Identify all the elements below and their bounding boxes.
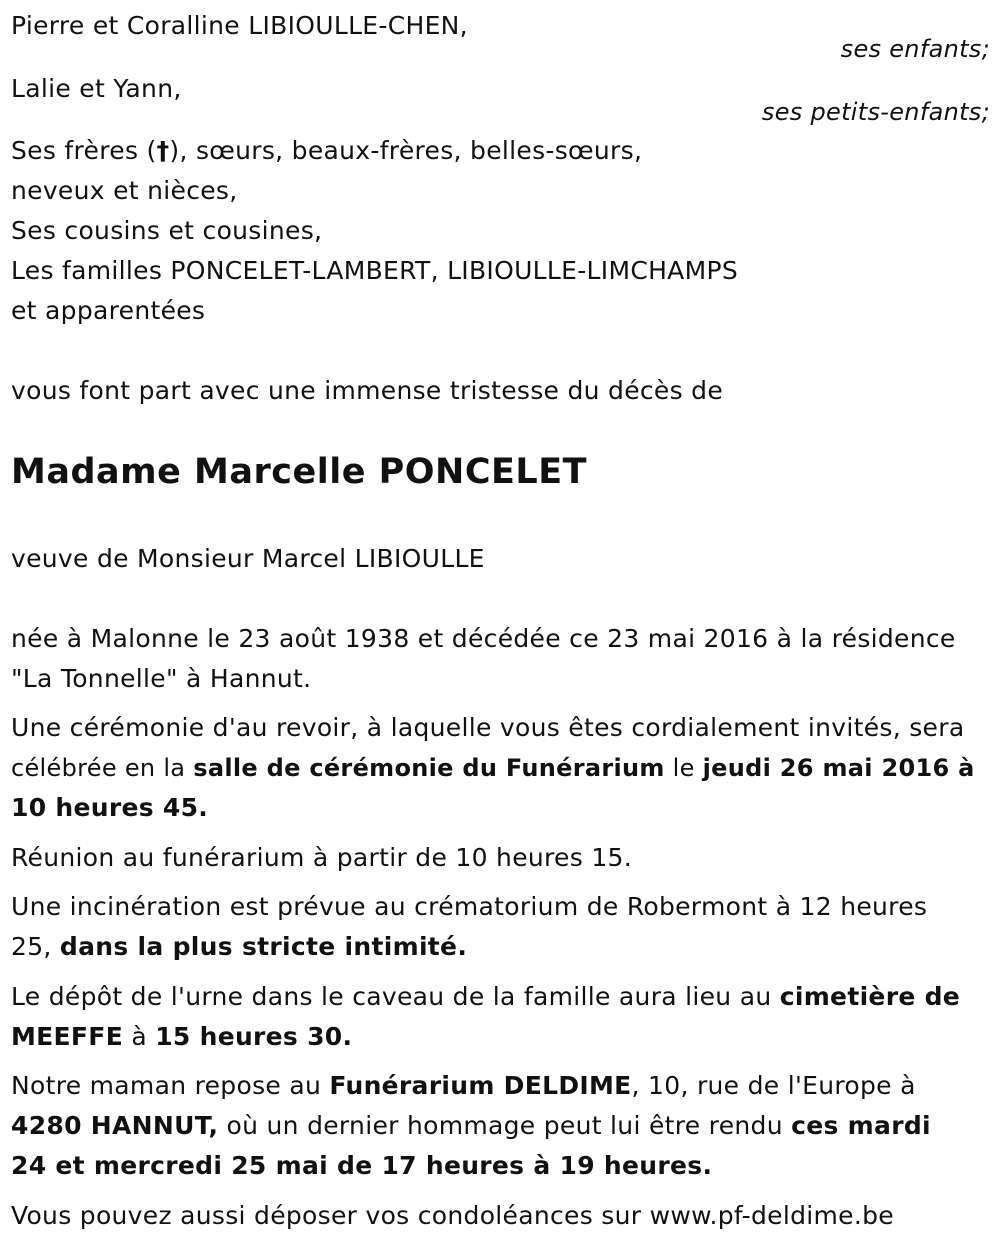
funerarium-line-1 [11, 1066, 916, 1106]
condolences-line: Vous pouvez aussi déposer vos condoléances sur www.pf-deldime.be [11, 1201, 894, 1230]
grandchildren-role: ses petits-enfants; [761, 98, 990, 126]
ceremony-date: jeudi 26 mai 2016 à [702, 754, 975, 782]
funerarium-l2-b: où un dernier hommage peut lui être rendu [218, 1111, 792, 1140]
birth-death-line-1: née à Malonne le 23 août 1938 et décédée ce 23 mai 2016 à la résidence [11, 624, 956, 653]
families-line: Les familles PONCELET-LAMBERT, LIBIOULLE-LIMCHAMPS [11, 256, 738, 285]
announcement: vous font part avec une immense tristesse du décès de [11, 376, 724, 405]
funerarium-line-2 [11, 1106, 931, 1146]
ceremony-l2-a: célébrée en la [11, 754, 194, 782]
urn-cemetery: cimetière de [779, 982, 961, 1011]
ceremony-l2-c: le [664, 754, 703, 782]
reunion-line: Réunion au funérarium à partir de 10 heures 15. [11, 843, 632, 872]
ceremony-venue: salle de cérémonie du Funérarium [193, 754, 665, 782]
ceremony-time: 10 heures 45. [11, 793, 209, 822]
deceased-name: Madame Marcelle PONCELET [11, 452, 587, 492]
ceremony-line-3 [11, 788, 208, 828]
urn-l1-a: Le dépôt de l'urne dans le caveau de la famille aura lieu au [11, 982, 780, 1011]
cremation-private: dans la plus stricte intimité. [59, 932, 468, 961]
cremation-line-2 [11, 927, 467, 967]
birth-death-line-2: "La Tonnelle" à Hannut. [11, 664, 312, 693]
cross-icon: † [156, 136, 170, 165]
funerarium-name: Funérarium DELDIME [329, 1071, 632, 1100]
urn-l2-b: à [123, 1022, 156, 1051]
cousins-line: Ses cousins et cousines, [11, 216, 323, 245]
funerarium-line-3 [11, 1146, 712, 1186]
urn-place: MEEFFE [11, 1022, 124, 1051]
grandchildren-names: Lalie et Yann, [11, 74, 182, 103]
related-line: et apparentées [11, 296, 206, 325]
siblings-line [11, 131, 642, 171]
ceremony-line-2 [11, 748, 975, 788]
siblings-post: ), sœurs, beaux-frères, belles-sœurs, [169, 136, 643, 165]
ceremony-line-1: Une cérémonie d'au revoir, à laquelle vous êtes cordialement invités, sera [11, 713, 965, 742]
funerarium-l1-a: Notre maman repose au [11, 1071, 330, 1100]
funerarium-city: 4280 HANNUT, [11, 1111, 219, 1140]
funerarium-hours: 24 et mercredi 25 mai de 17 heures à 19 heures. [11, 1151, 713, 1180]
urn-line-2 [11, 1017, 352, 1057]
widow-of: veuve de Monsieur Marcel LIBIOULLE [11, 544, 485, 573]
children-names: Pierre et Coralline LIBIOULLE-CHEN, [11, 11, 468, 40]
siblings-pre: Ses frères ( [11, 136, 157, 165]
urn-time: 15 heures 30. [155, 1022, 353, 1051]
children-role: ses enfants; [840, 35, 990, 63]
urn-line-1 [11, 977, 960, 1017]
cremation-l2-a: 25, [11, 932, 60, 961]
funerarium-address: , 10, rue de l'Europe à [631, 1071, 916, 1100]
cremation-line-1: Une incinération est prévue au crématorium de Robermont à 12 heures [11, 892, 928, 921]
nephews-line: neveux et nièces, [11, 176, 238, 205]
funerarium-days: ces mardi [791, 1111, 931, 1140]
